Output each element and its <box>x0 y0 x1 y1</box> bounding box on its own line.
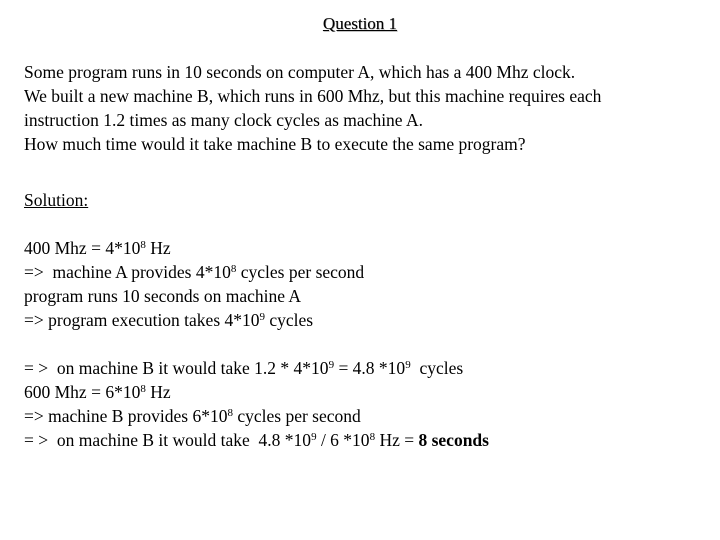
question-line: We built a new machine B, which runs in 600 Mhz, but this machine requires each <box>24 86 602 106</box>
solution-line-final-answer: = > on machine B it would take 4.8 $*10^9 / 6$ $*10^8$ Hz = 8 seconds <box>24 430 489 450</box>
solution-steps <box>24 236 714 452</box>
question-line: Some program runs in 10 seconds on computer A, which has a 400 Mhz clock. <box>24 62 576 82</box>
question-title: Question 1 <box>322 14 398 33</box>
solution-heading: Solution: <box>24 190 89 210</box>
question-line: How much time would it take machine B to execute the same program? <box>24 134 526 154</box>
solution-line-cycles-b: = > on machine B it would take $1.2 * 4*10^9 = 4.8$ $*10^9$ cycles <box>24 358 464 378</box>
question-line: instruction 1.2 times as many clock cycles as machine A. <box>24 110 423 130</box>
final-answer-value: 8 seconds <box>418 430 489 450</box>
question-text <box>24 60 714 156</box>
solution-line-total-cycles: => program execution takes $4*10^9$ cycles <box>24 310 314 330</box>
solution-line-rate-b: => machine B provides $6*10^8$ cycles per second <box>24 406 361 426</box>
solution-line-cycles-a: => machine A provides $4*10^8$ cycles per second <box>24 262 365 282</box>
solution-line-clock-a: 400 Mhz = $4*10^8$ Hz <box>24 238 171 258</box>
solution-line-clock-b: 600 Mhz = $6*10^8$ Hz <box>24 382 171 402</box>
solution-line-runtime-a: program runs 10 seconds on machine A <box>24 286 302 306</box>
